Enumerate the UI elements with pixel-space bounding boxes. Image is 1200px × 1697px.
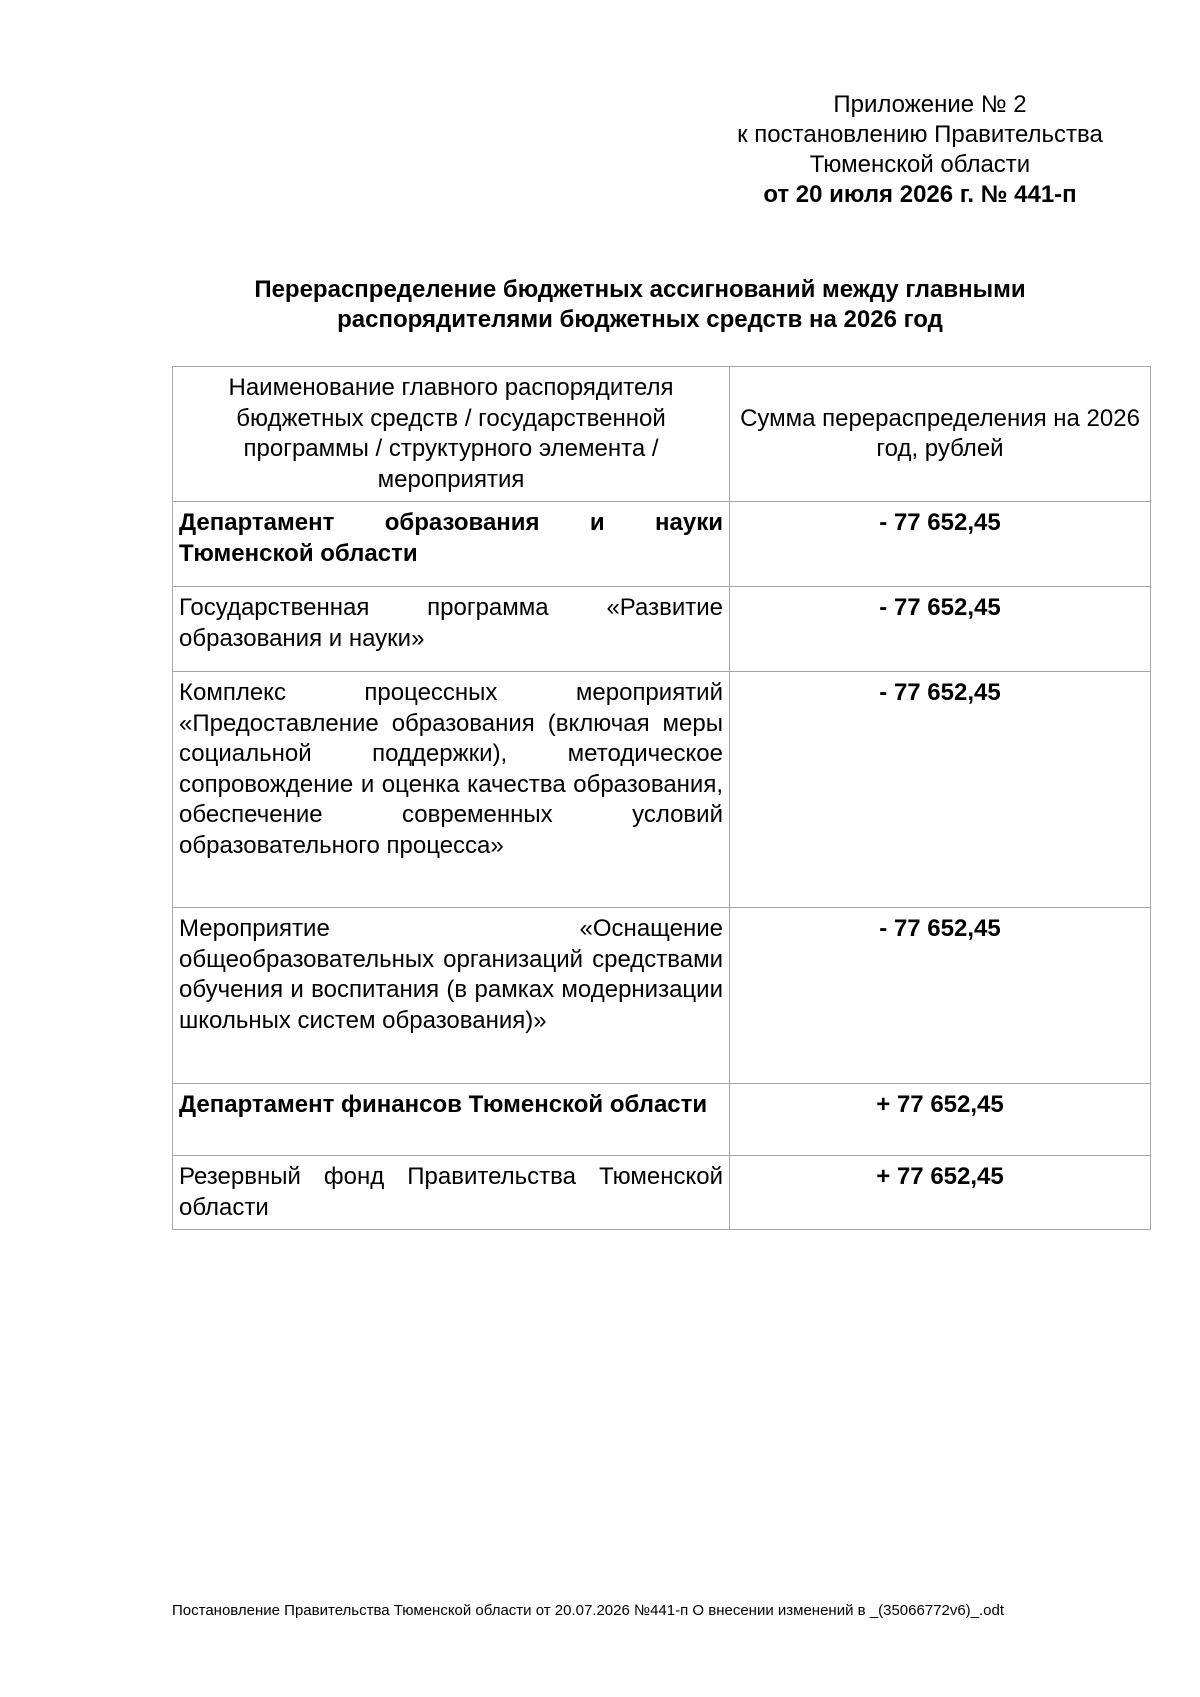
- table-header-row: [173, 367, 1151, 502]
- appendix-region: Тюменской области: [809, 151, 1031, 178]
- row-name-cell: Резервный фонд Правительства Тюменской области: [173, 1156, 730, 1230]
- row-name-cell: Департамент образования и науки Тюменской области: [173, 502, 730, 587]
- row-name-cell: Государственная программа «Развитие образования и науки»: [173, 587, 730, 672]
- row-sum-cell: - 77 652,45: [730, 502, 1151, 587]
- table-row: [173, 672, 1151, 908]
- row-sum-cell: + 77 652,45: [730, 1156, 1151, 1230]
- header-name-cell: Наименование главного распорядителя бюджетных средств / государственной программы / структурного элемента / мероприятия: [173, 367, 730, 502]
- table-row: [173, 587, 1151, 672]
- document-title-line-2: распорядителями бюджетных средств на 2026 год: [337, 306, 943, 333]
- document-footer: Постановление Правительства Тюменской области от 20.07.2026 №441-п О внесении изменений в _(35066772v6)_.odt: [172, 1602, 1005, 1619]
- row-name-cell: Мероприятие «Оснащение общеобразовательных организаций средствами обучения и воспитания (в рамках модернизации школьных систем образования)»: [173, 908, 730, 1084]
- table-row: [173, 502, 1151, 587]
- row-name-cell: Комплекс процессных мероприятий «Предоставление образования (включая меры социальной поддержки), методическое сопровождение и оценка качества образования, обеспечение современных условий образовательного процесса»: [173, 672, 730, 908]
- row-sum-cell: - 77 652,45: [730, 587, 1151, 672]
- appendix-date-number: от 20 июля 2026 г. № 441-п: [763, 181, 1077, 208]
- row-sum-cell: - 77 652,45: [730, 672, 1151, 908]
- table-row: [173, 908, 1151, 1084]
- appendix-header: [700, 90, 1140, 210]
- table-row: [173, 1156, 1151, 1230]
- header-sum-cell: Сумма перераспределения на 2026 год, рублей: [730, 367, 1151, 502]
- row-sum-cell: - 77 652,45: [730, 908, 1151, 1084]
- table-row: [173, 1084, 1151, 1156]
- row-name-cell: Департамент финансов Тюменской области: [173, 1084, 730, 1156]
- appendix-reference: к постановлению Правительства: [737, 121, 1103, 148]
- row-sum-cell: + 77 652,45: [730, 1084, 1151, 1156]
- document-title: [200, 275, 1080, 335]
- redistribution-table: [172, 366, 1151, 1230]
- document-title-line-1: Перераспределение бюджетных ассигнований между главными: [254, 276, 1026, 303]
- appendix-number: Приложение № 2: [833, 91, 1027, 118]
